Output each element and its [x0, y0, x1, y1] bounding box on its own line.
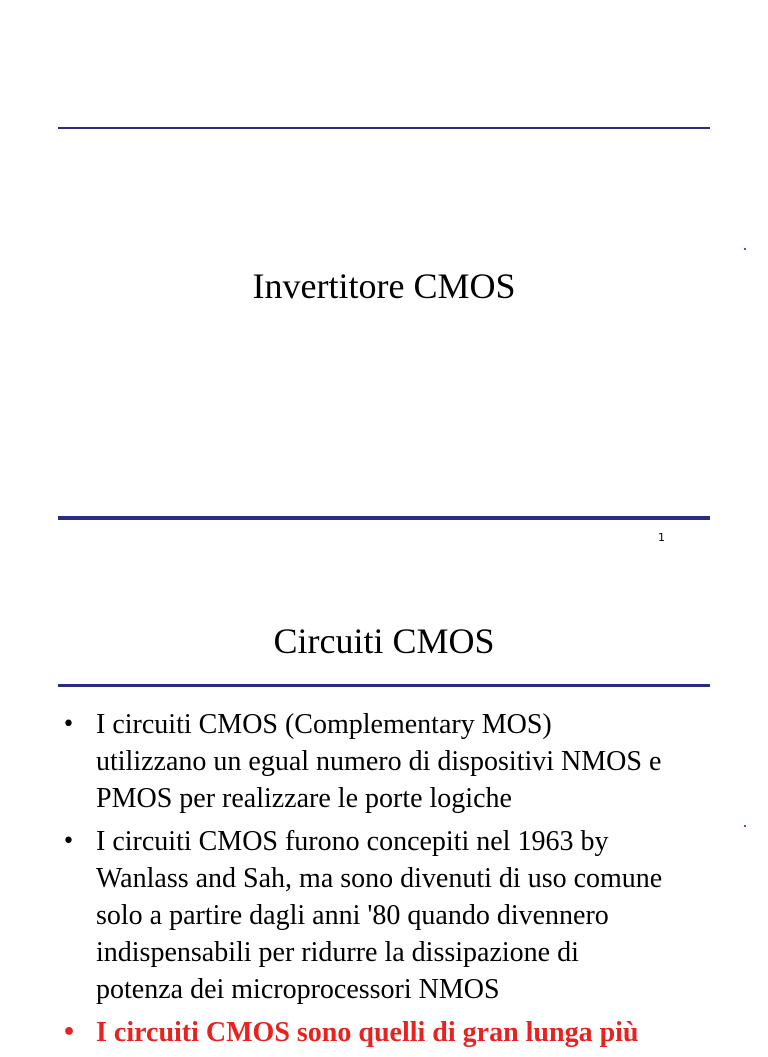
- bullet-line: I circuiti CMOS furono concepiti nel 1963 by: [96, 826, 609, 857]
- bullet-line: indispensabili per ridurre la dissipazione di: [96, 937, 579, 968]
- bullet-icon: •: [62, 829, 75, 854]
- top-divider: [58, 127, 710, 129]
- bullet-line: solo a partire dagli anni '80 quando divennero: [96, 900, 609, 931]
- bullet-icon: •: [62, 712, 75, 737]
- bullet-item: [62, 706, 722, 817]
- bullet-line: Wanlass and Sah, ma sono divenuti di uso comune: [96, 863, 663, 894]
- bullet-line: PMOS per realizzare le porte logiche: [96, 783, 512, 814]
- marker-dot: [744, 248, 746, 250]
- bullet-item: [62, 823, 722, 1008]
- bullet-icon: •: [62, 1020, 77, 1045]
- bullet-item-emphasis: [62, 1014, 722, 1051]
- bullet-list: [62, 706, 722, 1057]
- bottom-divider: [58, 516, 710, 520]
- slide-title: Invertitore CMOS: [252, 266, 516, 306]
- bullet-line: utilizzano un egual numero di dispositivi NMOS e: [96, 746, 662, 777]
- page-number: 1: [658, 531, 665, 544]
- title-divider: [58, 684, 710, 687]
- bullet-line: potenza dei microprocessori NMOS: [96, 974, 500, 1005]
- bullet-line: I circuiti CMOS sono quelli di gran lunga più: [96, 1017, 639, 1048]
- marker-dot: [744, 825, 746, 827]
- bullet-line: I circuiti CMOS (Complementary MOS): [96, 709, 552, 740]
- slide-title: Circuiti CMOS: [273, 621, 495, 661]
- slide-2: [0, 580, 768, 1048]
